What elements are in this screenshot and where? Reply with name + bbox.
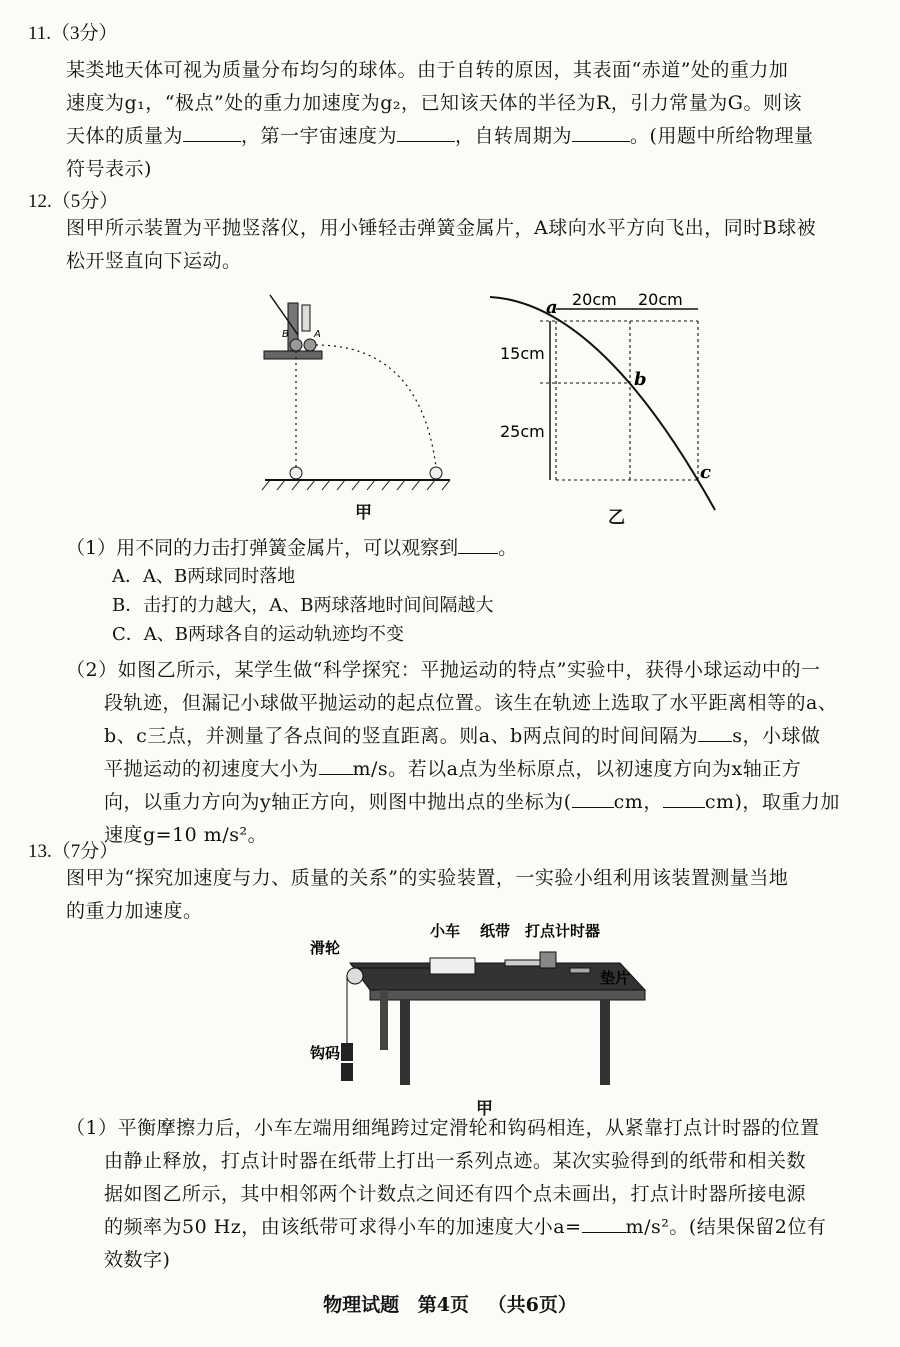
q12-sub1: （1）用不同的力击打弹簧金属片，可以观察到 。 xyxy=(66,533,517,563)
trajectory-curve xyxy=(490,297,715,510)
q13-sub1-line4: 的频率为50 Hz，由该纸带可求得小车的加速度大小a= m/s²。(结果保留2位有 xyxy=(66,1211,878,1244)
q12-sub2-line1: （2）如图乙所示，某学生做“科学探究：平抛运动的特点”实验中，获得小球运动中的一 xyxy=(66,659,821,681)
q11-blank-period[interactable] xyxy=(572,121,630,142)
q12-sub2 xyxy=(66,654,878,852)
q12-blank-interval[interactable] xyxy=(698,721,732,742)
label-weight: 钩码 xyxy=(310,1044,341,1062)
label-pad: 垫片 xyxy=(600,969,631,987)
label-a-ball: A xyxy=(314,329,321,340)
ball-b-landed xyxy=(290,467,302,479)
weight-1 xyxy=(341,1043,353,1061)
q13-sub1-line1: （1）平衡摩擦力后，小车左端用细绳跨过定滑轮和钩码相连，从紧靠打点计时器的位置 xyxy=(66,1117,820,1139)
q12-text xyxy=(66,212,878,278)
q12-sub2-line3: b、c三点，并测量了各点间的竖直距离。则a、b两点间的时间间隔为 s，小球做 xyxy=(66,720,878,753)
q12-option-c[interactable]: C．A、B两球各自的运动轨迹均不变 xyxy=(112,624,404,645)
point-a-label: a xyxy=(546,297,558,318)
q13-fig-caption: 甲 xyxy=(476,1099,493,1119)
q13-sub1-line2: 由静止释放，打点计时器在纸带上打出一系列点迹。某次实验得到的纸带和相关数 xyxy=(104,1150,807,1172)
label-tape: 纸带 xyxy=(480,922,511,940)
q12-sub2-line2: 段轨迹，但漏记小球做平抛运动的起点位置。该生在轨迹上选取了水平距离相等的a、 xyxy=(104,692,838,714)
q13-line1: 图甲为“探究加速度与力、质量的关系”的实验装置，一实验小组利用该装置测量当地 xyxy=(66,867,789,889)
q11-header: 11.（3分） xyxy=(28,23,118,44)
hammer-plate xyxy=(302,305,310,331)
label-b-ball: B xyxy=(282,329,289,340)
footer-page: 第4页 xyxy=(417,1294,469,1316)
q13-blank-acceleration[interactable] xyxy=(582,1212,626,1233)
footer-subject: 物理试题 xyxy=(323,1294,400,1316)
page-footer xyxy=(0,1290,900,1317)
label-pulley: 滑轮 xyxy=(310,939,341,957)
footer-total: （共6页） xyxy=(487,1294,577,1316)
q12-sub2-line4: 平抛运动的初速度大小为 m/s。若以a点为坐标原点，以初速度方向为x轴正方 xyxy=(66,753,878,786)
q11-line1: 某类地天体可视为质量分布均匀的球体。由于自转的原因，其表面“赤道”处的重力加 xyxy=(66,59,789,81)
q12-option-b[interactable]: B．击打的力越大，A、B两球落地时间间隔越大 xyxy=(112,595,494,616)
base-platform xyxy=(264,351,322,359)
q12-blank-velocity[interactable] xyxy=(319,754,353,775)
pulley xyxy=(347,968,363,984)
q13-sub1-line3: 据如图乙所示，其中相邻两个计数点之间还有四个点未画出，打点计时器所接电源 xyxy=(104,1183,807,1205)
cart-apparatus-figure xyxy=(300,918,670,1103)
dy2-label: 25cm xyxy=(500,422,545,441)
q13-header: 13.（7分） xyxy=(28,841,119,862)
ball-a xyxy=(304,339,316,351)
cart xyxy=(430,958,475,974)
weight-2 xyxy=(341,1063,353,1081)
q12-header: 12.（5分） xyxy=(28,191,119,212)
timer xyxy=(540,952,556,968)
q12-blank-x[interactable] xyxy=(572,787,614,808)
ball-a-landed xyxy=(430,467,442,479)
paper-tape xyxy=(505,960,545,966)
label-car: 小车 xyxy=(430,922,461,940)
table-leg-1 xyxy=(400,1000,410,1085)
q12-sub2-line5: 向，以重力方向为y轴正方向，则图中抛出点的坐标为( cm， cm)，取重力加 xyxy=(66,786,878,819)
trajectory-grid-figure xyxy=(490,285,750,515)
q11-blank-mass[interactable] xyxy=(183,121,241,142)
q11-blank-velocity[interactable] xyxy=(397,121,455,142)
dx1-label: 20cm xyxy=(572,290,617,309)
fig-yi-caption: 乙 xyxy=(608,508,625,528)
q13-sub1 xyxy=(66,1112,878,1277)
q12-line1: 图甲所示装置为平抛竖落仪，用小锤轻击弹簧金属片，A球向水平方向飞出，同时B球被 xyxy=(66,217,817,239)
q12-sub1-blank[interactable] xyxy=(458,533,498,554)
q12-option-a[interactable]: A．A、B两球同时落地 xyxy=(112,566,296,587)
q12-blank-y[interactable] xyxy=(663,787,705,808)
table-edge xyxy=(370,990,645,1000)
q11-line2: 速度为g₁，“极点”处的重力加速度为g₂，已知该天体的半径为R，引力常量为G。则该 xyxy=(66,92,802,114)
projectile-apparatus-figure xyxy=(250,285,470,495)
table-leg-2 xyxy=(600,1000,610,1085)
q13-sub1-line5: 效数字) xyxy=(104,1249,171,1271)
point-c-label: c xyxy=(700,462,711,483)
pad xyxy=(570,968,590,973)
fig-jia-caption: 甲 xyxy=(355,503,372,523)
q13-line2: 的重力加速度。 xyxy=(66,900,203,922)
dy1-label: 15cm xyxy=(500,344,545,363)
projectile-path xyxy=(316,345,436,467)
q12-sub2-line6: 速度g=10 m/s²。 xyxy=(104,824,268,846)
label-timer: 打点计时器 xyxy=(525,922,601,940)
q11-line3: 天体的质量为 ，第一宇宙速度为 ，自转周期为 。(用题中所给物理量 xyxy=(66,120,878,153)
q11-line4: 符号表示) xyxy=(66,158,152,180)
ball-b xyxy=(290,339,302,351)
dx2-label: 20cm xyxy=(638,290,683,309)
table-leg-3 xyxy=(380,990,388,1050)
q11-text xyxy=(66,54,878,186)
point-b-label: b xyxy=(634,369,647,390)
q12-line2: 松开竖直向下运动。 xyxy=(66,250,242,272)
